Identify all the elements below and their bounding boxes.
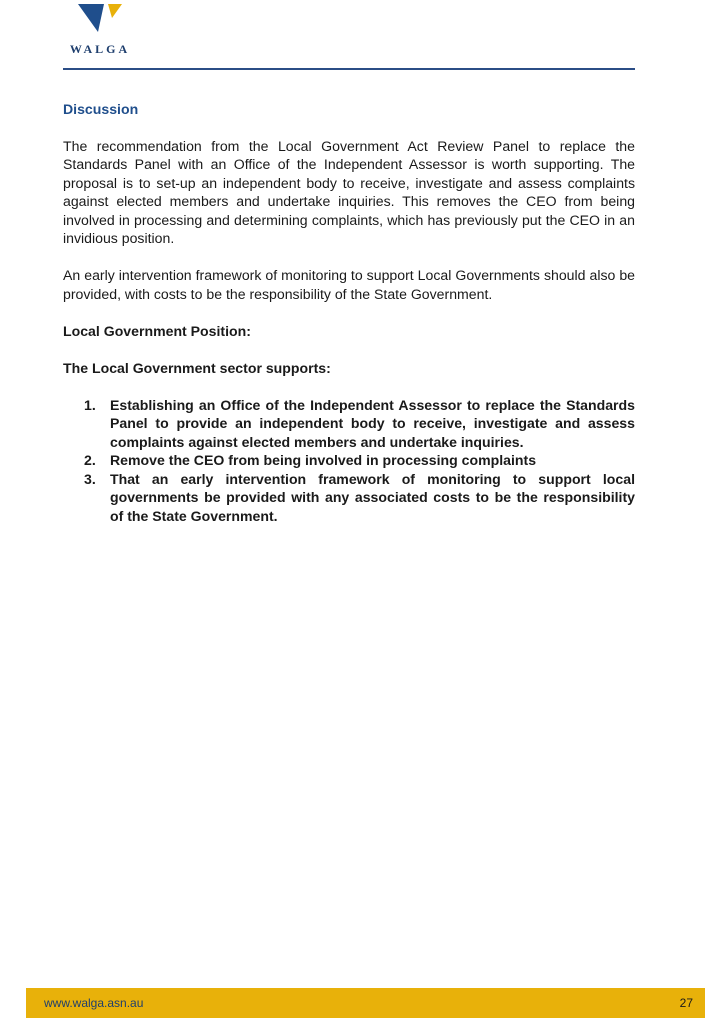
list-item-text: Establishing an Office of the Independent Assessor to replace the Standards Panel to provide an independent body to receive, investigate and assess complaints against elected members and undertake inquiries.	[110, 396, 635, 450]
discussion-heading: Discussion	[63, 101, 139, 117]
discussion-paragraph-2: An early intervention framework of monitoring to support Local Governments should also be provided, with costs to be the responsibility of the State Government.	[63, 267, 635, 302]
header-divider	[63, 68, 635, 70]
list-item-number: 2.	[84, 452, 96, 468]
position-heading: Local Government Position:	[63, 322, 251, 339]
list-item-text: Remove the CEO from being involved in processing complaints	[110, 452, 537, 468]
logo-text: WALGA	[69, 42, 131, 56]
position-list	[63, 396, 635, 526]
position-intro: The Local Government sector supports:	[63, 359, 331, 376]
page-number: 27	[679, 996, 693, 1010]
page-content	[63, 100, 635, 525]
footer-bar	[26, 988, 705, 1018]
list-item-number: 3.	[84, 470, 96, 487]
walga-logo	[66, 4, 134, 56]
walga-logo-mark-icon	[78, 4, 124, 38]
footer-url-link[interactable]: www.walga.asn.au	[44, 996, 144, 1010]
list-item-text: That an early intervention framework of monitoring to support local governments be provided with any associated costs to be the responsibility of the State Government.	[110, 470, 635, 524]
list-item	[63, 396, 635, 452]
list-item-number: 1.	[84, 396, 96, 413]
list-item	[63, 451, 635, 470]
discussion-paragraph-1: The recommendation from the Local Government Act Review Panel to replace the Standards Panel with an Office of the Independent Assessor is worth supporting. The proposal is to set-up an independent body to receive, investigate and assess complaints against elected members and undertake inquiries. This removes the CEO from being involved in processing and determining complaints, which has previously put the CEO in an invidious position.	[63, 137, 635, 246]
list-item	[63, 470, 635, 526]
